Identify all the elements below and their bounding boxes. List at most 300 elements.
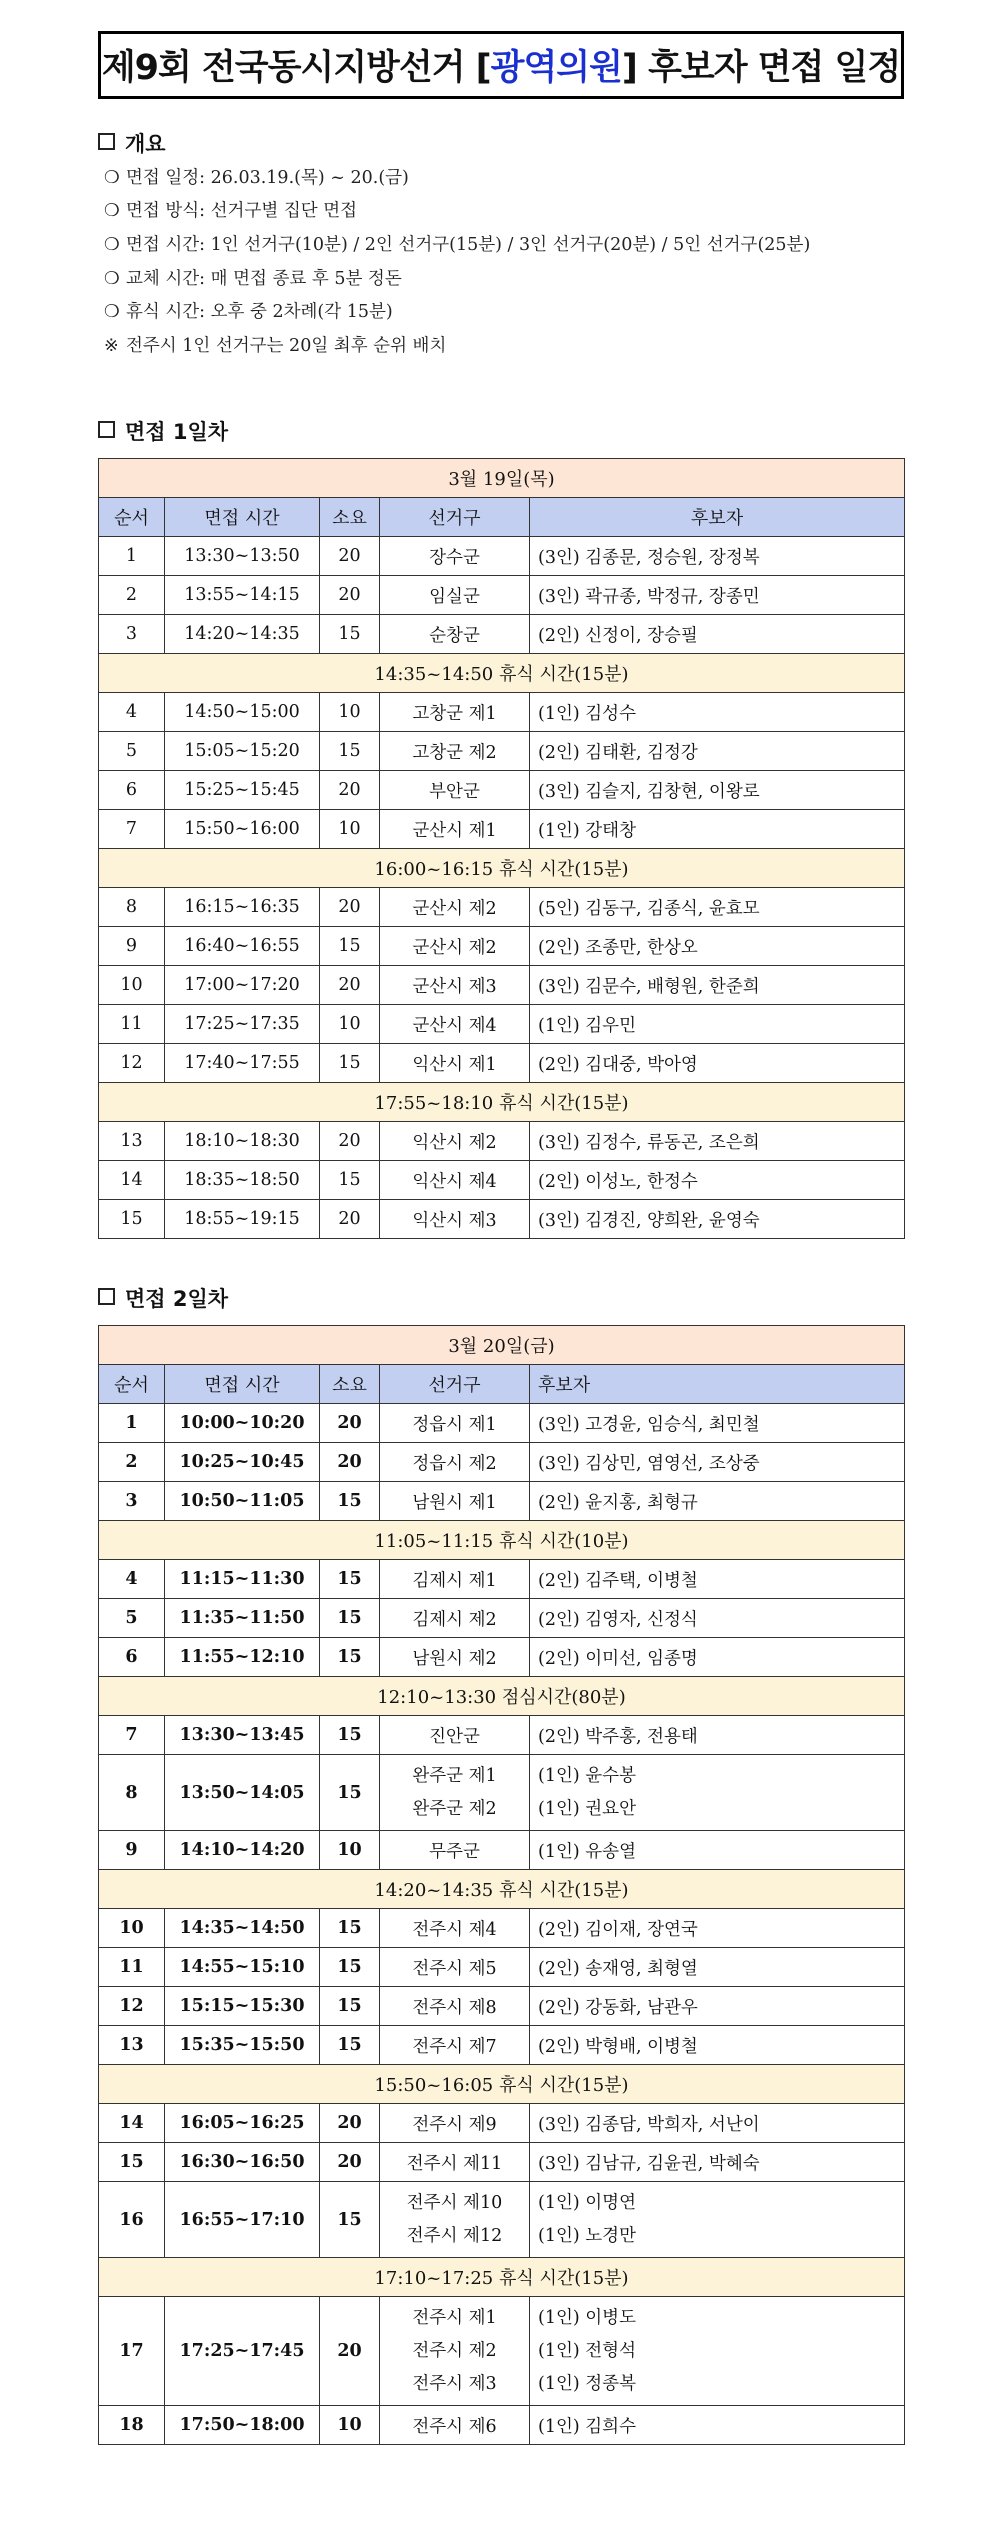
district-name: 전주시 제4 [412,1919,497,1940]
duration-cell: 15 [320,1482,380,1521]
duration-cell: 20 [320,2104,380,2143]
time-cell: 13:50~14:05 [165,1755,320,1831]
break-cell: 15:50~16:05 휴식 시간(15분) [99,2065,905,2104]
order-cell: 9 [99,927,165,966]
district-cell [380,1161,530,1200]
column-header: 소요 [320,498,380,537]
district-name: 부안군 [429,781,480,802]
district-name: 진안군 [429,1726,480,1747]
time-cell: 15:15~15:30 [165,1987,320,2026]
district-name: 무주군 [429,1841,480,1862]
title-prefix: 제9회 전국동시지방선거 [ [101,48,491,88]
time-cell: 17:25~17:45 [165,2297,320,2406]
candidates-cell [530,2143,905,2182]
district-cell [380,1599,530,1638]
candidates-cell [530,1987,905,2026]
table-row [99,1122,905,1161]
duration-cell: 20 [320,1122,380,1161]
order-cell: 14 [99,2104,165,2143]
square-bullet-icon [98,133,115,150]
candidate-list: (1인) 이명연 [538,2192,636,2213]
candidate-list: (2인) 송재영, 최형열 [538,1958,698,1979]
table-row [99,1044,905,1083]
candidate-list: (1인) 김성수 [538,703,636,724]
overview-heading-text: 개요 [125,132,166,156]
table-row [99,2182,905,2258]
overview-bullet: ❍ [104,269,120,289]
duration-cell: 15 [320,1560,380,1599]
candidates-cell [530,693,905,732]
duration-cell: 15 [320,1909,380,1948]
order-cell: 1 [99,537,165,576]
district-name: 전주시 제2 [412,2340,497,2361]
candidate-list: (3인) 김슬지, 김창현, 이왕로 [538,781,760,802]
order-cell: 18 [99,2406,165,2445]
time-cell: 10:50~11:05 [165,1482,320,1521]
order-cell: 7 [99,810,165,849]
district-cell [380,2026,530,2065]
overview-bullet: ❍ [104,168,120,188]
time-cell: 16:40~16:55 [165,927,320,966]
candidate-list: (3인) 김종담, 박희자, 서난이 [538,2114,760,2135]
duration-cell: 20 [320,537,380,576]
overview-item [104,332,446,357]
candidates-cell [530,537,905,576]
overview-item-text: 면접 일정: 26.03.19.(목) ~ 20.(금) [126,168,409,188]
candidate-list: (1인) 노경만 [538,2225,636,2246]
table-row [99,966,905,1005]
time-cell: 13:30~13:45 [165,1716,320,1755]
district-cell [380,1044,530,1083]
district-name: 완주군 제2 [412,1798,497,1819]
duration-cell: 20 [320,1404,380,1443]
candidate-list: (3인) 김문수, 배형원, 한준희 [538,976,760,997]
title-suffix: ] 후보자 면접 일정 [621,48,901,88]
time-cell: 17:00~17:20 [165,966,320,1005]
candidate-list: (2인) 신정이, 장승필 [538,625,698,646]
column-header: 선거구 [380,498,530,537]
time-cell: 16:55~17:10 [165,2182,320,2258]
column-header: 순서 [99,1365,165,1404]
district-name: 전주시 제6 [412,2416,497,2437]
district-cell [380,732,530,771]
column-header: 면접 시간 [165,1365,320,1404]
candidate-list: (2인) 강동화, 남관우 [538,1997,698,2018]
column-header: 소요 [320,1365,380,1404]
candidate-list: (2인) 김영자, 신정식 [538,1609,698,1630]
duration-cell: 20 [320,576,380,615]
district-name: 순창군 [429,625,480,646]
candidates-cell [530,2297,905,2406]
district-name: 정읍시 제2 [412,1453,497,1474]
candidate-list: (3인) 곽규종, 박정규, 장종민 [538,586,760,607]
candidate-list: (2인) 김이재, 장연국 [538,1919,698,1940]
time-cell: 14:50~15:00 [165,693,320,732]
date-cell: 3월 20일(금) [99,1326,905,1365]
duration-cell: 15 [320,1044,380,1083]
district-cell [380,1638,530,1677]
candidates-cell [530,771,905,810]
district-cell [380,1482,530,1521]
duration-cell: 20 [320,2143,380,2182]
table-row [99,1443,905,1482]
table-row [99,927,905,966]
time-cell: 10:25~10:45 [165,1443,320,1482]
district-cell [380,1909,530,1948]
district-name: 익산시 제2 [412,1132,497,1153]
district-name: 전주시 제3 [412,2373,497,2394]
overview-heading [98,128,166,158]
district-name: 전주시 제5 [412,1958,497,1979]
time-cell: 17:50~18:00 [165,2406,320,2445]
order-cell: 17 [99,2297,165,2406]
table-row [99,576,905,615]
square-bullet-icon [98,1288,115,1305]
district-name: 익산시 제3 [412,1210,497,1231]
time-cell: 14:35~14:50 [165,1909,320,1948]
overview-item [104,164,409,189]
overview-bullet: ❍ [104,235,120,255]
overview-item-text: 면접 방식: 선거구별 집단 면접 [126,201,358,221]
candidates-cell [530,1482,905,1521]
candidates-cell [530,1948,905,1987]
candidate-list: (1인) 정종복 [538,2373,636,2394]
time-cell: 15:35~15:50 [165,2026,320,2065]
district-name: 남원시 제2 [412,1648,497,1669]
order-cell: 11 [99,1948,165,1987]
district-name: 익산시 제4 [412,1171,497,1192]
time-cell: 15:50~16:00 [165,810,320,849]
time-cell: 18:55~19:15 [165,1200,320,1239]
order-cell: 10 [99,1909,165,1948]
district-cell [380,576,530,615]
candidate-list: (3인) 김정수, 류동곤, 조은희 [538,1132,760,1153]
candidates-cell [530,732,905,771]
candidate-list: (2인) 박형배, 이병철 [538,2036,698,2057]
break-row [99,1870,905,1909]
break-cell: 17:10~17:25 휴식 시간(15분) [99,2258,905,2297]
candidate-list: (1인) 전형석 [538,2340,636,2361]
candidates-cell [530,810,905,849]
order-cell: 2 [99,576,165,615]
order-cell: 15 [99,1200,165,1239]
district-name: 군산시 제1 [412,820,497,841]
break-cell: 14:35~14:50 휴식 시간(15분) [99,654,905,693]
candidate-list: (2인) 이미선, 임종명 [538,1648,698,1669]
candidate-list: (3인) 김남규, 김윤권, 박혜숙 [538,2153,760,2174]
candidates-cell [530,576,905,615]
district-cell [380,927,530,966]
duration-cell: 15 [320,1987,380,2026]
candidate-list: (3인) 김종문, 정승원, 장정복 [538,547,760,568]
candidates-cell [530,1638,905,1677]
order-cell: 12 [99,1987,165,2026]
duration-cell: 10 [320,693,380,732]
district-name: 장수군 [429,547,480,568]
district-name: 전주시 제12 [406,2225,503,2246]
time-cell: 14:10~14:20 [165,1831,320,1870]
district-cell [380,693,530,732]
candidate-list: (2인) 김대중, 박아영 [538,1054,698,1075]
district-name: 정읍시 제1 [412,1414,497,1435]
candidates-cell [530,888,905,927]
candidate-list: (5인) 김동구, 김종식, 윤효모 [538,898,760,919]
duration-cell: 15 [320,1755,380,1831]
candidates-cell [530,1122,905,1161]
district-cell [380,771,530,810]
order-cell: 8 [99,888,165,927]
time-cell: 13:55~14:15 [165,576,320,615]
duration-cell: 15 [320,2026,380,2065]
duration-cell: 15 [320,1599,380,1638]
break-cell: 17:55~18:10 휴식 시간(15분) [99,1083,905,1122]
order-cell: 1 [99,1404,165,1443]
overview-item-text: 면접 시간: 1인 선거구(10분) / 2인 선거구(15분) / 3인 선거구(20분) / 5인 선거구(25분) [126,235,811,255]
district-cell [380,1122,530,1161]
table-row [99,1200,905,1239]
table-row [99,2406,905,2445]
candidates-cell [530,2182,905,2258]
candidate-list: (2인) 박주홍, 전용태 [538,1726,698,1747]
table-row [99,2104,905,2143]
table-row [99,1755,905,1831]
candidates-cell [530,2026,905,2065]
district-cell [380,615,530,654]
column-header: 순서 [99,498,165,537]
table-row [99,1987,905,2026]
day1-schedule-table [98,458,905,1239]
duration-cell: 20 [320,1200,380,1239]
time-cell: 16:05~16:25 [165,2104,320,2143]
candidates-cell [530,1716,905,1755]
district-cell [380,888,530,927]
duration-cell: 10 [320,1831,380,1870]
district-cell [380,1404,530,1443]
order-cell: 3 [99,1482,165,1521]
page-title [98,31,904,99]
day1-heading [98,416,228,446]
candidates-cell [530,1599,905,1638]
candidates-cell [530,1831,905,1870]
overview-item-text: 교체 시간: 매 면접 종료 후 5분 정돈 [126,269,402,289]
table-row [99,1638,905,1677]
district-cell [380,1200,530,1239]
table-row [99,888,905,927]
district-name: 완주군 제1 [412,1765,497,1786]
table-row [99,2026,905,2065]
candidates-cell [530,1404,905,1443]
district-name: 고창군 제2 [412,742,497,763]
district-cell [380,537,530,576]
candidate-list: (3인) 고경윤, 임승식, 최민철 [538,1414,760,1435]
district-name: 군산시 제3 [412,976,497,997]
candidate-list: (2인) 김태환, 김정강 [538,742,698,763]
district-name: 익산시 제1 [412,1054,497,1075]
break-row [99,1083,905,1122]
table-row [99,771,905,810]
district-cell [380,1560,530,1599]
district-cell [380,2104,530,2143]
time-cell: 17:40~17:55 [165,1044,320,1083]
district-cell [380,2143,530,2182]
date-cell: 3월 19일(목) [99,459,905,498]
duration-cell: 10 [320,810,380,849]
table-row [99,1482,905,1521]
column-header: 선거구 [380,1365,530,1404]
overview-item [104,197,357,222]
candidates-cell [530,1005,905,1044]
order-cell: 15 [99,2143,165,2182]
day2-heading-text: 면접 2일차 [125,1287,229,1311]
duration-cell: 20 [320,966,380,1005]
order-cell: 5 [99,732,165,771]
break-cell: 14:20~14:35 휴식 시간(15분) [99,1870,905,1909]
duration-cell: 20 [320,2297,380,2406]
time-cell: 17:25~17:35 [165,1005,320,1044]
district-name: 임실군 [429,586,480,607]
column-header: 후보자 [530,1365,905,1404]
candidate-list: (2인) 조종만, 한상오 [538,937,698,958]
break-row [99,1521,905,1560]
duration-cell: 20 [320,1443,380,1482]
district-cell [380,1755,530,1831]
district-cell [380,1948,530,1987]
order-cell: 6 [99,771,165,810]
district-name: 전주시 제11 [406,2153,503,2174]
break-row [99,2065,905,2104]
break-row [99,849,905,888]
duration-cell: 20 [320,771,380,810]
candidates-cell [530,615,905,654]
overview-item [104,298,393,323]
order-cell: 12 [99,1044,165,1083]
time-cell: 13:30~13:50 [165,537,320,576]
order-cell: 7 [99,1716,165,1755]
order-cell: 13 [99,1122,165,1161]
time-cell: 11:55~12:10 [165,1638,320,1677]
order-cell: 11 [99,1005,165,1044]
break-cell: 16:00~16:15 휴식 시간(15분) [99,849,905,888]
table-row [99,1599,905,1638]
break-row [99,654,905,693]
table-row [99,732,905,771]
time-cell: 11:35~11:50 [165,1599,320,1638]
table-row [99,810,905,849]
candidates-cell [530,1161,905,1200]
district-name: 군산시 제4 [412,1015,497,1036]
table-row [99,1909,905,1948]
candidate-list: (1인) 김희수 [538,2416,636,2437]
table-row [99,1948,905,1987]
district-name: 전주시 제1 [412,2307,497,2328]
break-cell: 12:10~13:30 점심시간(80분) [99,1677,905,1716]
district-name: 군산시 제2 [412,937,497,958]
candidate-list: (2인) 김주택, 이병철 [538,1570,698,1591]
table-row [99,1560,905,1599]
candidate-list: (2인) 윤지홍, 최형규 [538,1492,698,1513]
district-cell [380,2182,530,2258]
table-row [99,1404,905,1443]
district-name: 남원시 제1 [412,1492,497,1513]
candidates-cell [530,927,905,966]
district-name: 김제시 제1 [412,1570,497,1591]
district-cell [380,2297,530,2406]
overview-bullet: ❍ [104,201,120,221]
duration-cell: 15 [320,927,380,966]
table-row [99,693,905,732]
table-row [99,2143,905,2182]
overview-item [104,265,402,290]
table-row [99,537,905,576]
candidates-cell [530,1044,905,1083]
break-row [99,1677,905,1716]
candidate-list: (2인) 이성노, 한정수 [538,1171,698,1192]
time-cell: 14:55~15:10 [165,1948,320,1987]
order-cell: 2 [99,1443,165,1482]
time-cell: 11:15~11:30 [165,1560,320,1599]
district-cell [380,2406,530,2445]
day2-schedule-table [98,1325,905,2445]
candidates-cell [530,966,905,1005]
candidates-cell [530,2104,905,2143]
time-cell: 10:00~10:20 [165,1404,320,1443]
district-cell [380,810,530,849]
duration-cell: 15 [320,1638,380,1677]
district-name: 전주시 제7 [412,2036,497,2057]
table-row [99,1005,905,1044]
overview-item [104,231,810,256]
duration-cell: 15 [320,1161,380,1200]
candidate-list: (1인) 권요안 [538,1798,636,1819]
order-cell: 4 [99,1560,165,1599]
header-row [99,1365,905,1404]
table-row [99,1161,905,1200]
candidate-list: (1인) 김우민 [538,1015,636,1036]
duration-cell: 20 [320,888,380,927]
time-cell: 16:30~16:50 [165,2143,320,2182]
duration-cell: 15 [320,732,380,771]
district-name: 군산시 제2 [412,898,497,919]
district-cell [380,1005,530,1044]
duration-cell: 15 [320,1716,380,1755]
candidates-cell [530,1560,905,1599]
time-cell: 15:05~15:20 [165,732,320,771]
duration-cell: 15 [320,1948,380,1987]
order-cell: 8 [99,1755,165,1831]
order-cell: 3 [99,615,165,654]
district-cell [380,1443,530,1482]
candidates-cell [530,2406,905,2445]
candidate-list: (1인) 이병도 [538,2307,636,2328]
district-name: 김제시 제2 [412,1609,497,1630]
candidates-cell [530,1755,905,1831]
overview-bullet: ❍ [104,302,120,322]
order-cell: 6 [99,1638,165,1677]
header-row [99,498,905,537]
candidates-cell [530,1909,905,1948]
column-header: 후보자 [530,498,905,537]
break-row [99,2258,905,2297]
candidate-list: (3인) 김경진, 양희완, 윤영숙 [538,1210,760,1231]
district-name: 전주시 제10 [406,2192,503,2213]
column-header: 면접 시간 [165,498,320,537]
district-name: 전주시 제8 [412,1997,497,2018]
order-cell: 5 [99,1599,165,1638]
district-cell [380,1716,530,1755]
table-row [99,1831,905,1870]
district-cell [380,966,530,1005]
time-cell: 15:25~15:45 [165,771,320,810]
